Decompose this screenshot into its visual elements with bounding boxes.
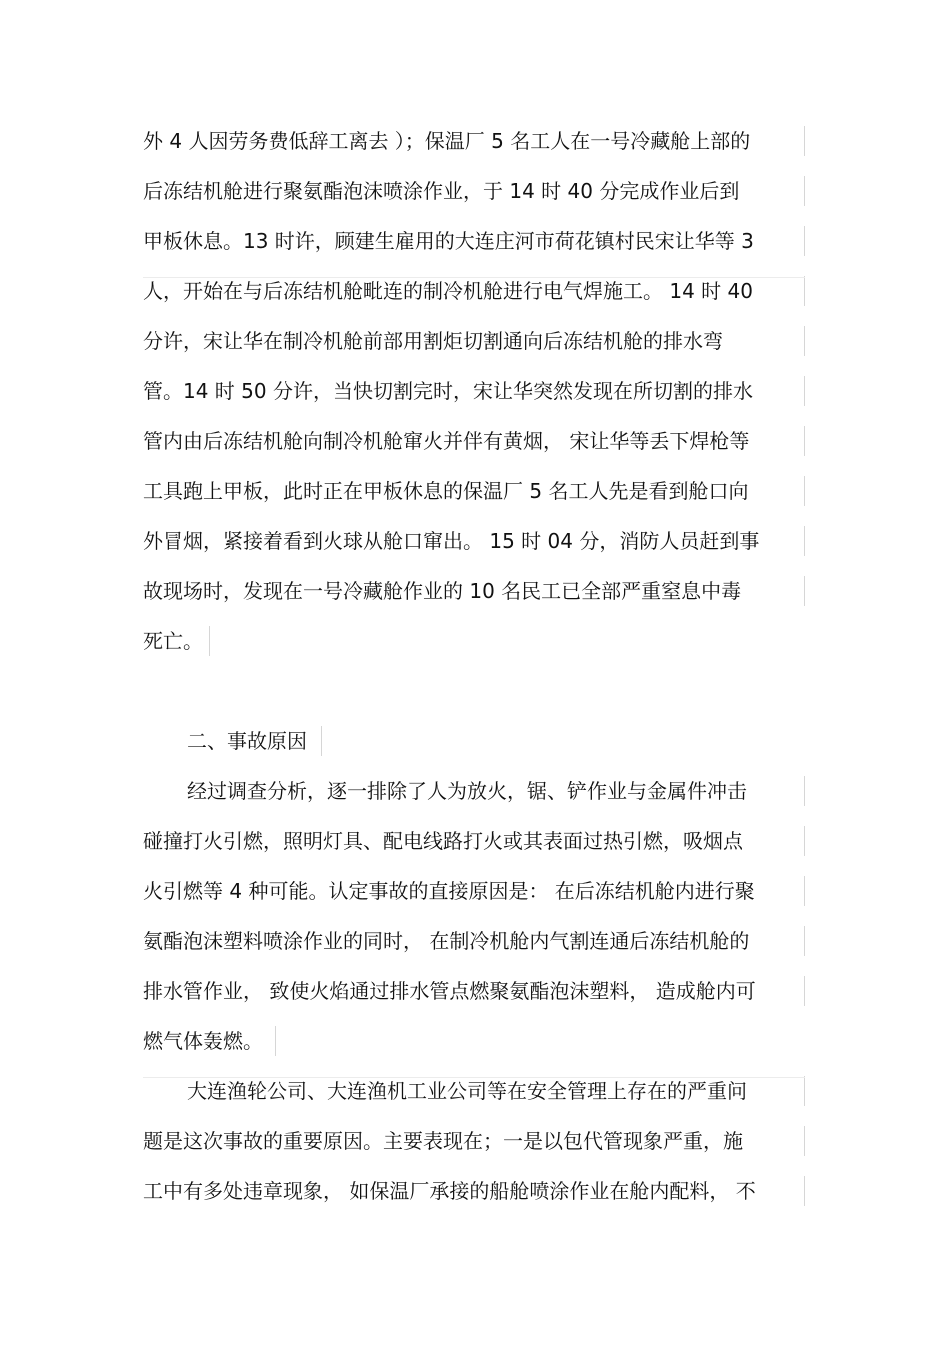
text-line: 分许，宋让华在制冷机舱前部用割炬切割通向后冻结机舱的排水弯 — [143, 324, 805, 358]
text-line: 经过调查分析，逐一排除了人为放火，锯、铲作业与金属件冲击 — [187, 774, 805, 808]
scan-rule — [143, 277, 805, 278]
line-edge-divider — [321, 726, 322, 756]
text-line: 人，开始在与后冻结机舱毗连的制冷机舱进行电气焊施工。 14 时 40 — [143, 274, 805, 308]
line-edge-divider — [275, 1026, 276, 1056]
text-line: 氨酯泡沫塑料喷涂作业的同时， 在制冷机舱内气割连通后冻结机舱的 — [143, 924, 805, 958]
text-line: 碰撞打火引燃，照明灯具、配电线路打火或其表面过热引燃，吸烟点 — [143, 824, 805, 858]
text-line: 燃气体轰燃。 — [143, 1029, 263, 1053]
text-line: 工中有多处违章现象， 如保温厂承接的船舱喷涂作业在舱内配料， 不 — [143, 1174, 805, 1208]
text-line: 管。14 时 50 分许，当快切割完时，宋让华突然发现在所切割的排水 — [143, 374, 805, 408]
text-line: 故现场时，发现在一号冷藏舱作业的 10 名民工已全部严重窒息中毒 — [143, 574, 805, 608]
line-edge-divider — [209, 626, 210, 656]
text-line: 管内由后冻结机舱向制冷机舱窜火并伴有黄烟， 宋让华等丢下焊枪等 — [143, 424, 805, 458]
section-heading: 二、事故原因 — [187, 729, 307, 753]
text-line: 甲板休息。13 时许，顾建生雇用的大连庄河市荷花镇村民宋让华等 3 — [143, 224, 805, 258]
text-line: 工具跑上甲板，此时正在甲板休息的保温厂 5 名工人先是看到舱口向 — [143, 474, 805, 508]
text-line: 排水管作业， 致使火焰通过排水管点燃聚氨酯泡沫塑料， 造成舱内可 — [143, 974, 805, 1008]
text-line: 火引燃等 4 种可能。认定事故的直接原因是： 在后冻结机舱内进行聚 — [143, 874, 805, 908]
text-line: 大连渔轮公司、大连渔机工业公司等在安全管理上存在的严重问 — [187, 1074, 805, 1108]
scan-rule — [143, 1077, 805, 1078]
text-line: 死亡。 — [143, 629, 203, 653]
text-line: 后冻结机舱进行聚氨酯泡沫喷涂作业，于 14 时 40 分完成作业后到 — [143, 174, 805, 208]
text-line: 外冒烟，紧接着看到火球从舱口窜出。 15 时 04 分，消防人员赶到事 — [143, 524, 805, 558]
text-line: 题是这次事故的重要原因。主要表现在；一是以包代管现象严重，施 — [143, 1124, 805, 1158]
text-line: 外 4 人因劳务费低辞工离去 ）；保温厂 5 名工人在一号冷藏舱上部的 — [143, 124, 805, 158]
